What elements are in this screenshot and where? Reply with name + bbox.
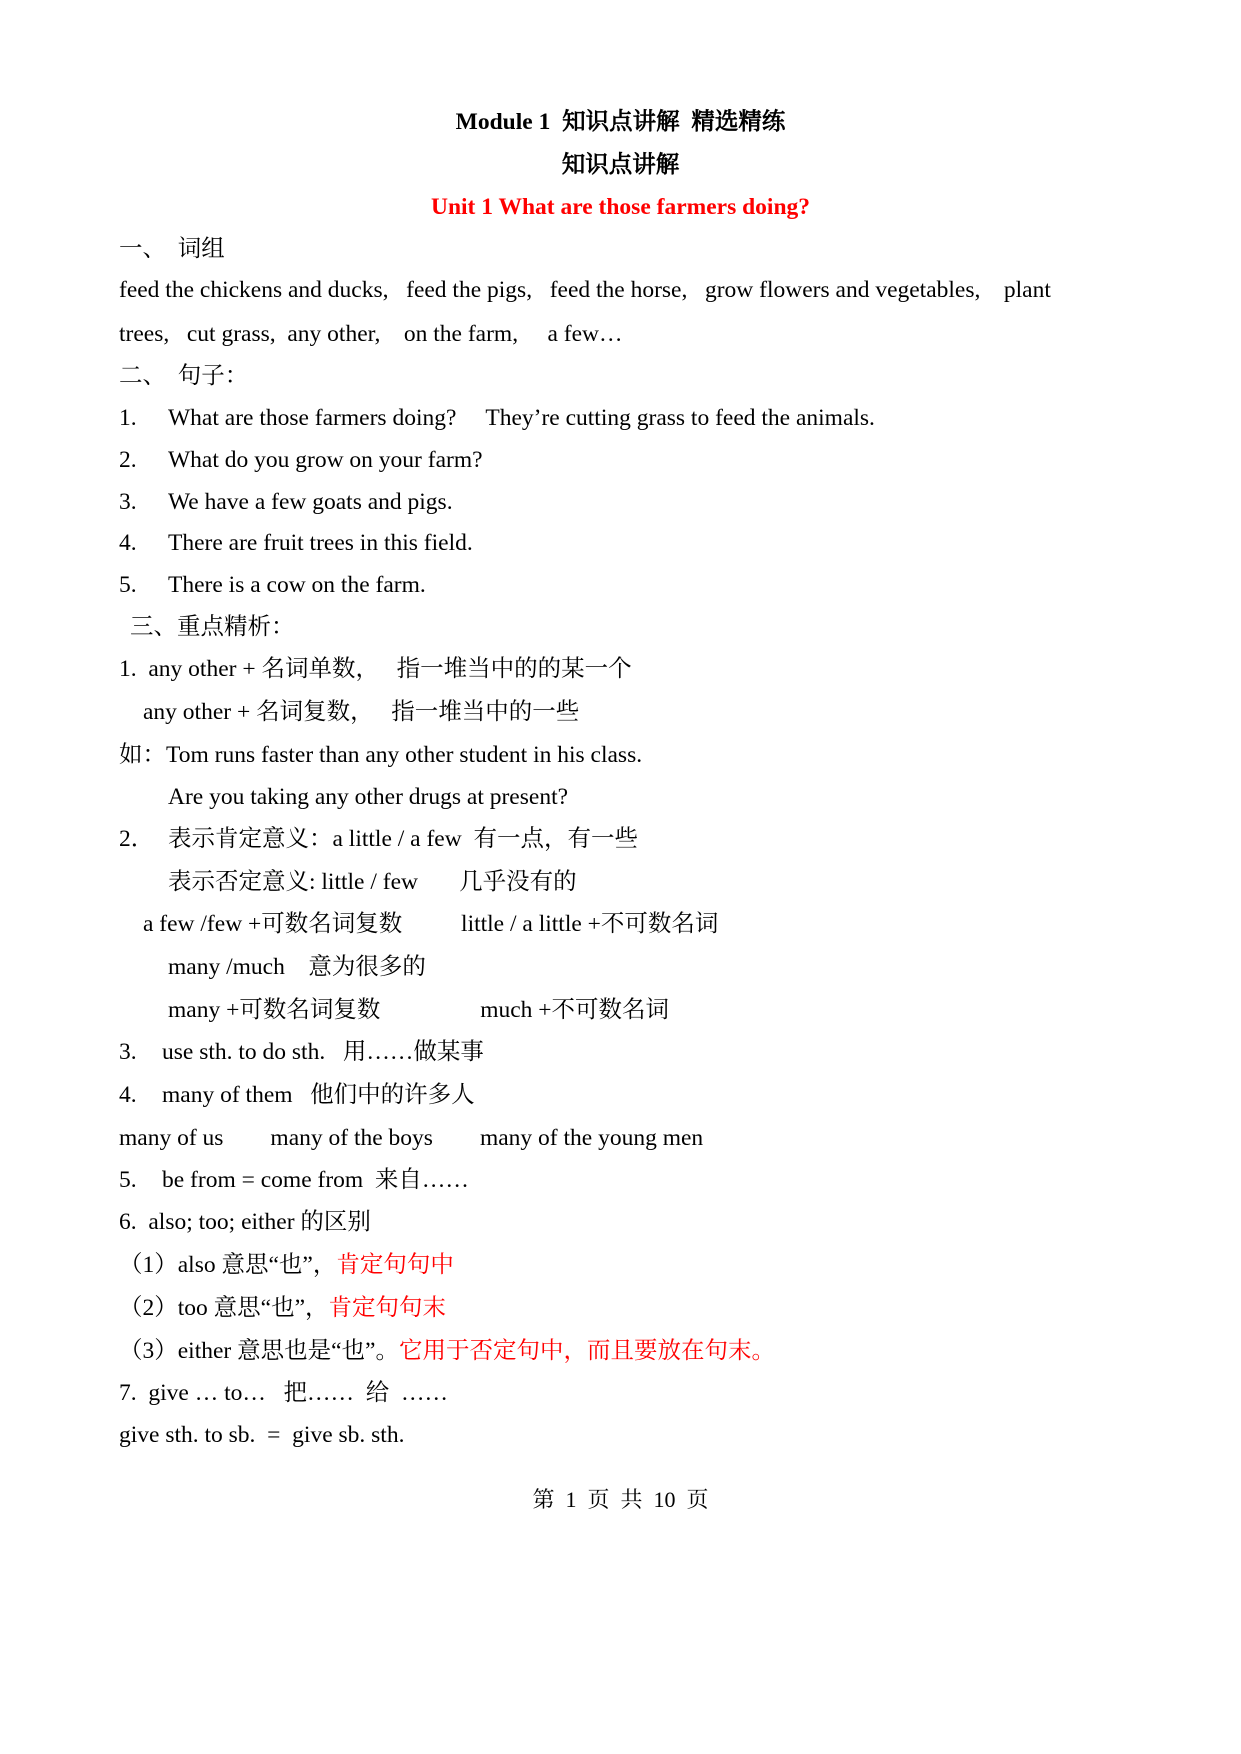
point-6-item-1-text: （1）also 意思“也”，	[119, 1252, 337, 1278]
phrases-line-1: feed the chickens and ducks, feed the pigs, feed the horse, grow flowers and vegetables, plant	[119, 277, 1051, 303]
point-5-num: 5.	[119, 1167, 137, 1193]
page-footer: 第 1 页 共 10 页	[532, 1487, 709, 1512]
point-2-num: 2．	[119, 826, 155, 852]
point-5-text: be from = come from 来自……	[162, 1167, 469, 1193]
point-6-item-3	[119, 1336, 775, 1366]
point-4-num: 4.	[119, 1082, 137, 1108]
point-6-item-2-highlight: 肯定句句末	[328, 1295, 447, 1321]
unit-title: Unit 1 What are those farmers doing?	[430, 194, 811, 220]
point-4-examples: many of us many of the boys many of the young men	[119, 1125, 704, 1151]
point-4-text: many of them 他们中的许多人	[162, 1082, 475, 1108]
page-title: Module 1 知识点讲解 精选精练	[455, 109, 786, 135]
point-1-line-a: 1. any other + 名词单数， 指一堆当中的的某一个	[119, 656, 632, 682]
sentence-text-2: What do you grow on your farm?	[168, 447, 483, 473]
section-heading-sentences: 二、 句子：	[119, 363, 249, 389]
point-1-example-2: Are you taking any other drugs at present?	[168, 784, 569, 810]
point-6-item-1-highlight: 肯定句句中	[336, 1252, 454, 1278]
point-2-line-d: many /much 意为很多的	[168, 954, 426, 980]
point-6-item-3-highlight: 它用于否定句中，而且要放在句末。	[398, 1338, 775, 1364]
point-7-text: 7. give … to… 把…… 给 ……	[119, 1380, 448, 1406]
point-2-line-b: 表示否定意义: little / few 几乎没有的	[168, 869, 577, 895]
point-1-line-b: any other + 名词复数， 指一堆当中的一些	[143, 699, 580, 725]
page-subtitle: 知识点讲解	[561, 152, 680, 178]
sentence-text-3: We have a few goats and pigs.	[168, 489, 453, 515]
point-6-item-3-text: （3）either 意思也是“也”。	[119, 1338, 399, 1364]
point-6-item-2	[119, 1293, 446, 1323]
sentence-num-3: 3.	[119, 489, 137, 515]
sentence-num-4: 4.	[119, 530, 137, 556]
point-3-text: use sth. to do sth. 用……做某事	[162, 1039, 484, 1065]
point-2-line-c: a few /few +可数名词复数 little / a little +不可数名词	[143, 911, 719, 937]
point-1-example-1: 如：Tom runs faster than any other student in his class.	[119, 742, 643, 768]
section-heading-key-points: 三、重点精析：	[130, 614, 295, 640]
sentence-num-1: 1.	[119, 405, 137, 431]
phrases-line-2: trees, cut grass, any other, on the farm, a few…	[119, 321, 623, 347]
point-2-line-e: many +可数名词复数 much +不可数名词	[168, 997, 670, 1023]
point-3-num: 3.	[119, 1039, 137, 1065]
point-6-item-1	[119, 1250, 454, 1280]
point-7-example: give sth. to sb. = give sb. sth.	[119, 1422, 405, 1448]
sentence-num-5: 5.	[119, 572, 137, 598]
sentence-text-5: There is a cow on the farm.	[168, 572, 426, 598]
sentence-num-2: 2.	[119, 447, 137, 473]
sentence-text-1: What are those farmers doing? They’re cutting grass to feed the animals.	[168, 405, 875, 431]
sentence-text-4: There are fruit trees in this field.	[168, 530, 473, 556]
point-6-heading: 6. also; too; either 的区别	[119, 1209, 371, 1235]
point-6-item-2-text: （2）too 意思“也”，	[119, 1295, 329, 1321]
section-heading-phrases: 一、 词组	[119, 236, 225, 262]
point-2-line-a: 表示肯定意义：a little / a few 有一点，有一些	[168, 826, 638, 852]
